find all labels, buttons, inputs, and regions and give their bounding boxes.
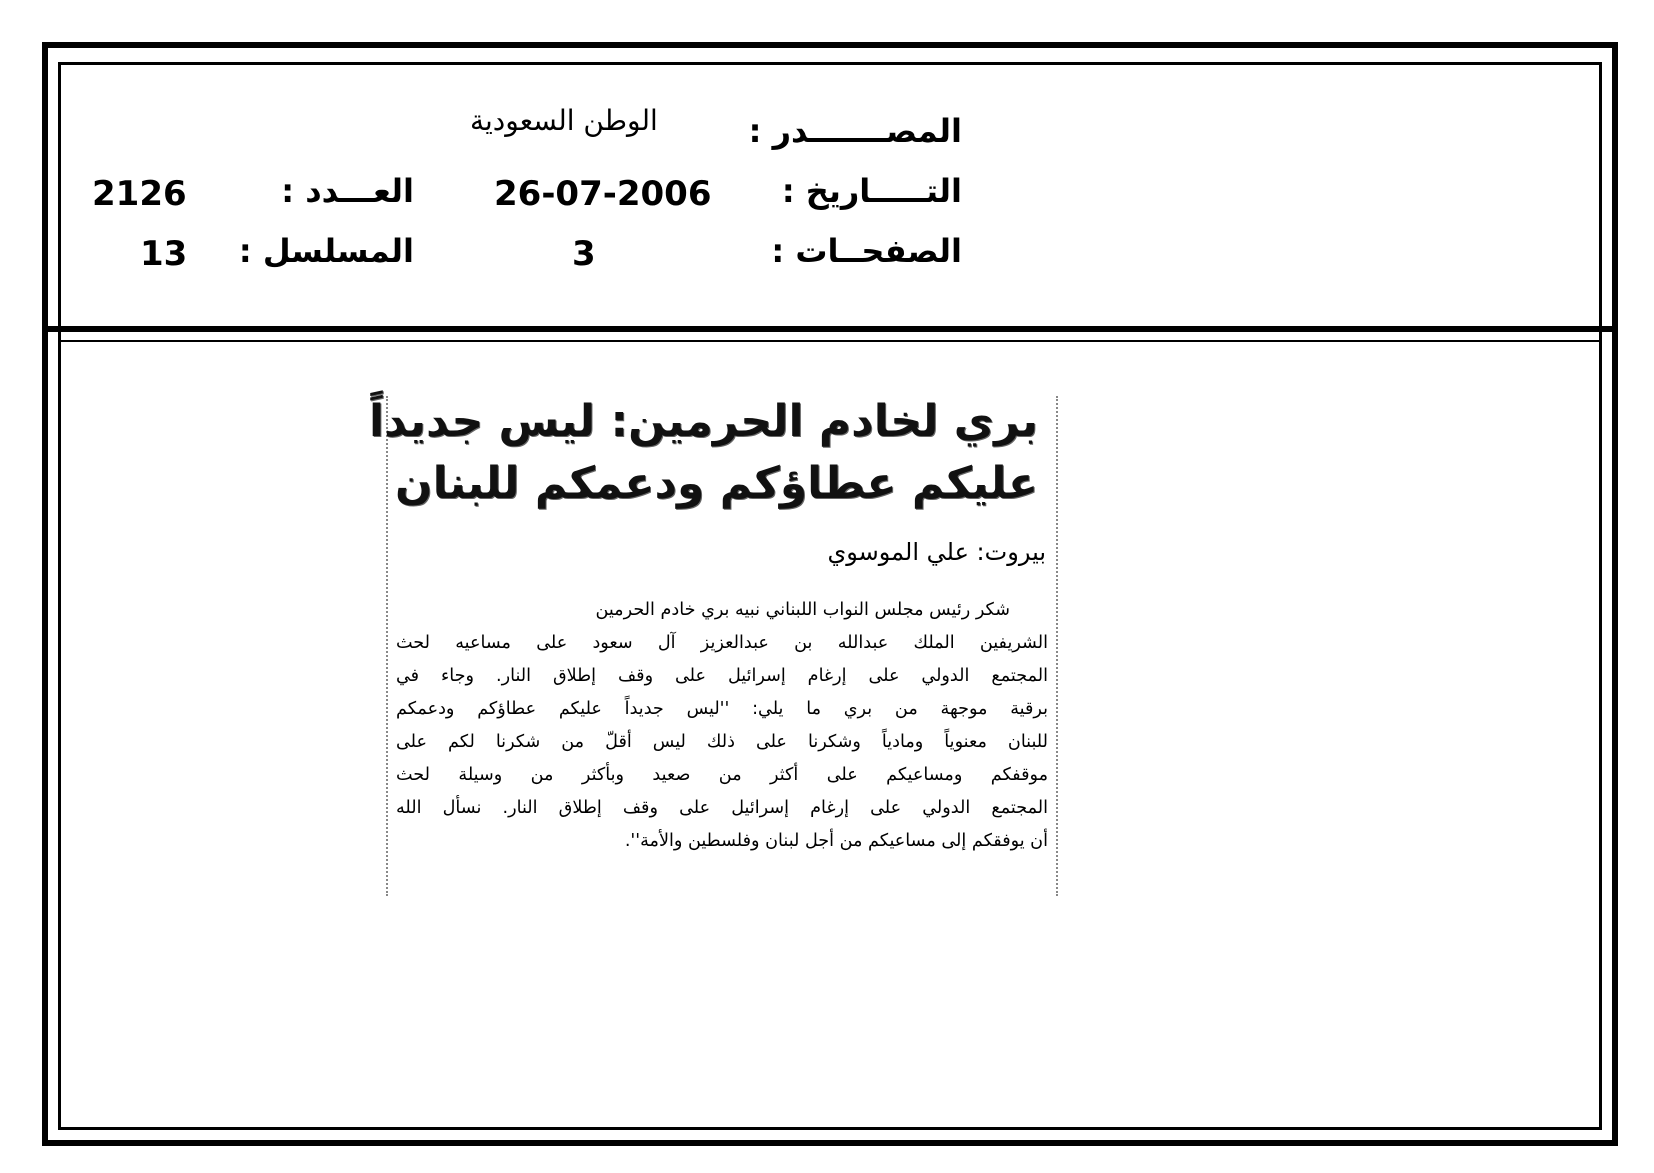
byline: بيروت: علي الموسوي: [827, 538, 1046, 566]
article-body: [396, 594, 1048, 858]
body-line: برقية موجهة من بري ما يلي: ''ليس جديداً عليكم عطاؤكم ودعمكم: [396, 699, 1048, 719]
pages-value: 3: [572, 234, 596, 274]
source-value: الوطن السعودية: [470, 104, 658, 137]
body-line: أن يوفقكم إلى مساعيكم من أجل لبنان وفلسطين والأمة''.: [624, 831, 1048, 851]
pages-label: الصفحــات :: [771, 232, 962, 270]
header-separator: [45, 326, 1615, 332]
source-label: المصـــــــدر :: [748, 112, 962, 150]
issue-value: 2126: [92, 174, 187, 214]
body-line: للبنان معنوياً ومادياً وشكرنا على ذلك ليس أقلّ من شكرنا لكم على: [396, 732, 1048, 752]
body-line: موقفكم ومساعيكم على أكثر من صعيد وبأكثر من وسيلة لحث: [396, 765, 1048, 785]
issue-label: العـــدد :: [281, 172, 414, 210]
body-line: المجتمع الدولي على إرغام إسرائيل على وقف إطلاق النار. وجاء في: [396, 666, 1048, 686]
clipping-edge-left: [386, 396, 388, 896]
body-line: الشريفين الملك عبدالله بن عبدالعزيز آل سعود على مساعيه لحث: [396, 633, 1048, 653]
article-clipping: [369, 396, 1058, 896]
body-line: المجتمع الدولي على إرغام إسرائيل على وقف إطلاق النار. نسأل الله: [396, 798, 1048, 818]
serial-label: المسلسل :: [238, 232, 414, 270]
headline-line-2: عليكم عطاؤكم ودعمكم للبنان: [395, 458, 1038, 509]
headline-line-1: بري لخادم الحرمين: ليس جديداً: [369, 396, 1038, 447]
date-label: التـــــاريخ :: [781, 172, 962, 210]
clipping-edge-right: [1056, 396, 1058, 896]
body-line: شكر رئيس مجلس النواب اللبناني نبيه بري خادم الحرمين: [595, 600, 1010, 620]
header-separator-thin: [58, 340, 1602, 342]
date-value: 26-07-2006: [494, 174, 712, 214]
serial-value: 13: [140, 234, 188, 274]
